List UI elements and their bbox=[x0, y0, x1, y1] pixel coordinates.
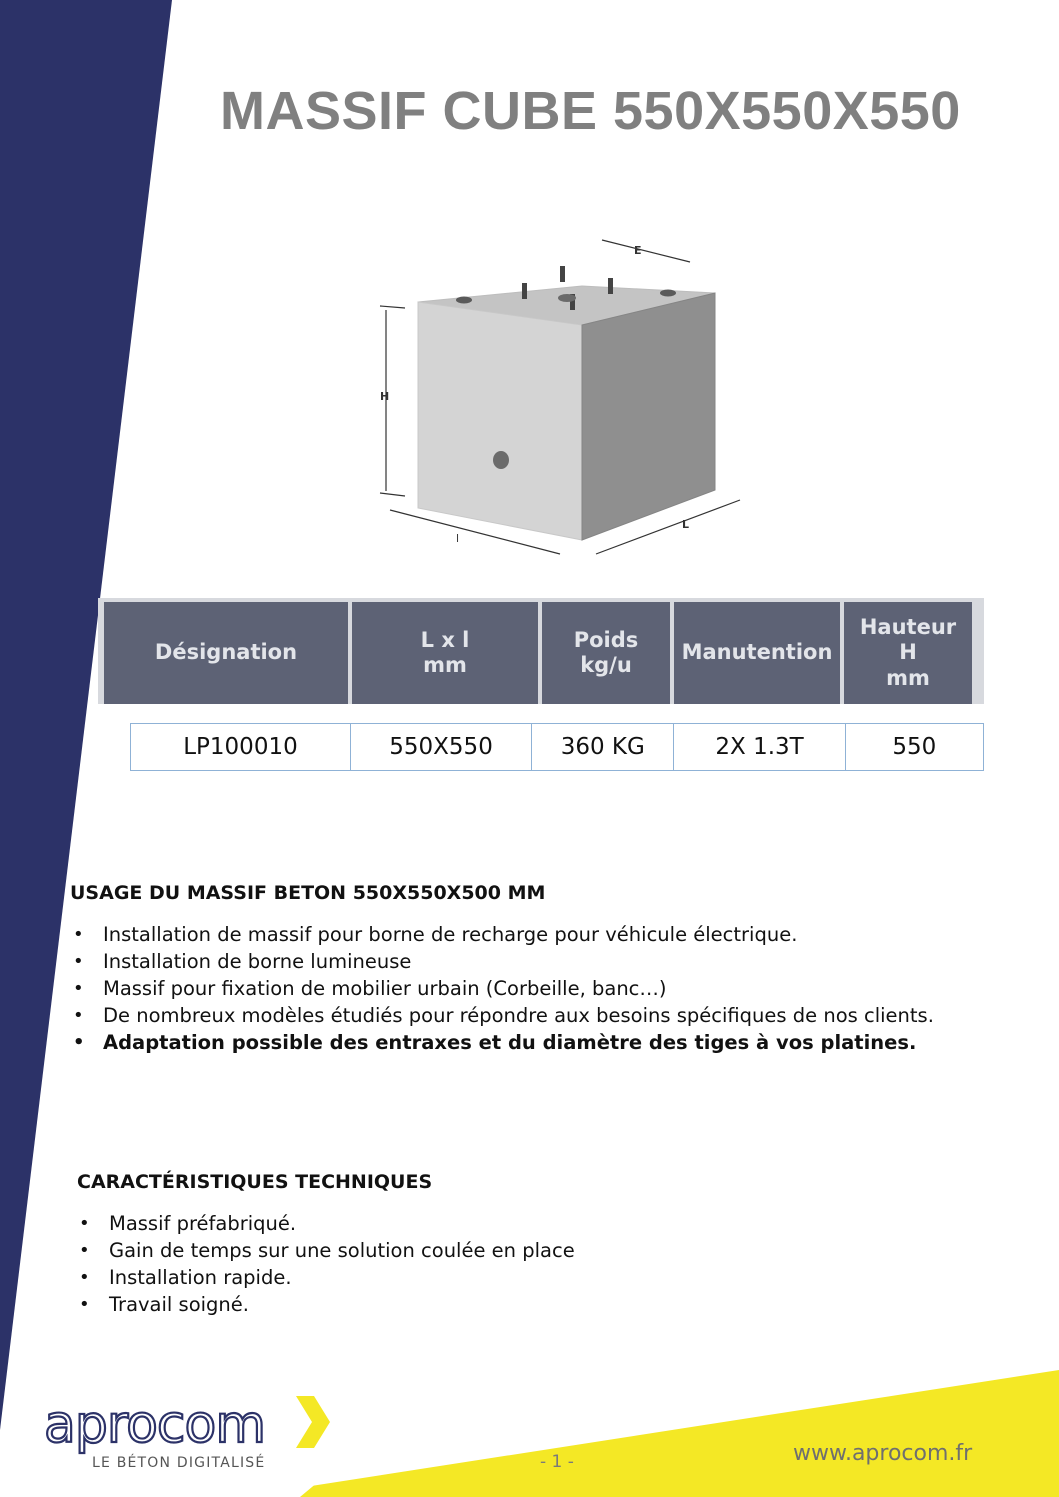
caracteristiques-title: CARACTÉRISTIQUES TECHNIQUES bbox=[77, 1171, 433, 1193]
yellow-bottom-band bbox=[240, 1370, 1059, 1497]
dimension-label-e: E bbox=[634, 244, 642, 257]
list-item: • Installation de massif pour borne de recharge pour véhicule électrique. bbox=[70, 921, 950, 948]
cube-rod-2 bbox=[522, 283, 527, 299]
dimension-label-l-large: L bbox=[682, 518, 690, 531]
logo-chevron-icon bbox=[296, 1396, 330, 1448]
cube-front-hole bbox=[493, 451, 509, 469]
cube-top-hole-right bbox=[660, 290, 676, 297]
cube-top-hole-left bbox=[456, 297, 472, 304]
list-item: • Installation rapide. bbox=[76, 1264, 776, 1291]
cell-dimensions: 550X550 bbox=[351, 724, 532, 770]
list-item: • Installation de borne lumineuse bbox=[70, 948, 950, 975]
website-link[interactable]: www.aprocom.fr bbox=[793, 1441, 973, 1466]
caracteristiques-list bbox=[76, 1210, 776, 1318]
logo-tagline: LE BÉTON DIGITALISÉ bbox=[92, 1455, 266, 1471]
usage-title: USAGE DU MASSIF BETON 550X550X500 MM bbox=[70, 882, 546, 904]
page-number: - 1 - bbox=[540, 1452, 574, 1472]
cell-weight: 360 KG bbox=[532, 724, 674, 770]
cube-side-face bbox=[582, 293, 715, 540]
cube-front-face bbox=[418, 302, 582, 540]
svg-text:aprocom: aprocom bbox=[44, 1395, 265, 1455]
list-item: • De nombreux modèles étudiés pour répondre aux besoins spécifiques de nos clients. bbox=[70, 1002, 950, 1029]
white-footer-cut bbox=[0, 1472, 330, 1497]
list-item: • Massif préfabriqué. bbox=[76, 1210, 776, 1237]
cube-rod-3 bbox=[608, 278, 613, 294]
cell-height: 550 bbox=[892, 734, 937, 760]
header-weight: Poids kg/u bbox=[542, 602, 670, 704]
dimension-label-h: H bbox=[380, 390, 390, 403]
header-height: Hauteur H mm bbox=[844, 602, 972, 704]
cell-handling: 2X 1.3T bbox=[674, 724, 845, 770]
cube-rod-1 bbox=[560, 266, 565, 282]
list-item: • Gain de temps sur une solution coulée en place bbox=[76, 1237, 776, 1264]
spec-table-row bbox=[130, 723, 984, 771]
cube-diagram bbox=[360, 228, 780, 568]
list-item: • Massif pour fixation de mobilier urbain (Corbeille, banc…) bbox=[70, 975, 950, 1002]
dimension-label-l-small: l bbox=[456, 532, 460, 545]
header-handling: Manutention bbox=[674, 602, 840, 704]
usage-list bbox=[70, 921, 950, 1056]
cell-designation: LP100010 bbox=[131, 724, 351, 770]
list-item: • Adaptation possible des entraxes et du diamètre des tiges à vos platines. bbox=[70, 1029, 950, 1056]
list-item: • Travail soigné. bbox=[76, 1291, 776, 1318]
page-title: MASSIF CUBE 550X550X550 bbox=[220, 81, 961, 141]
spec-table-header bbox=[98, 598, 984, 704]
header-designation: Désignation bbox=[104, 602, 348, 704]
header-dimensions: L x l mm bbox=[352, 602, 538, 704]
cube-top-hole-center bbox=[558, 294, 576, 302]
